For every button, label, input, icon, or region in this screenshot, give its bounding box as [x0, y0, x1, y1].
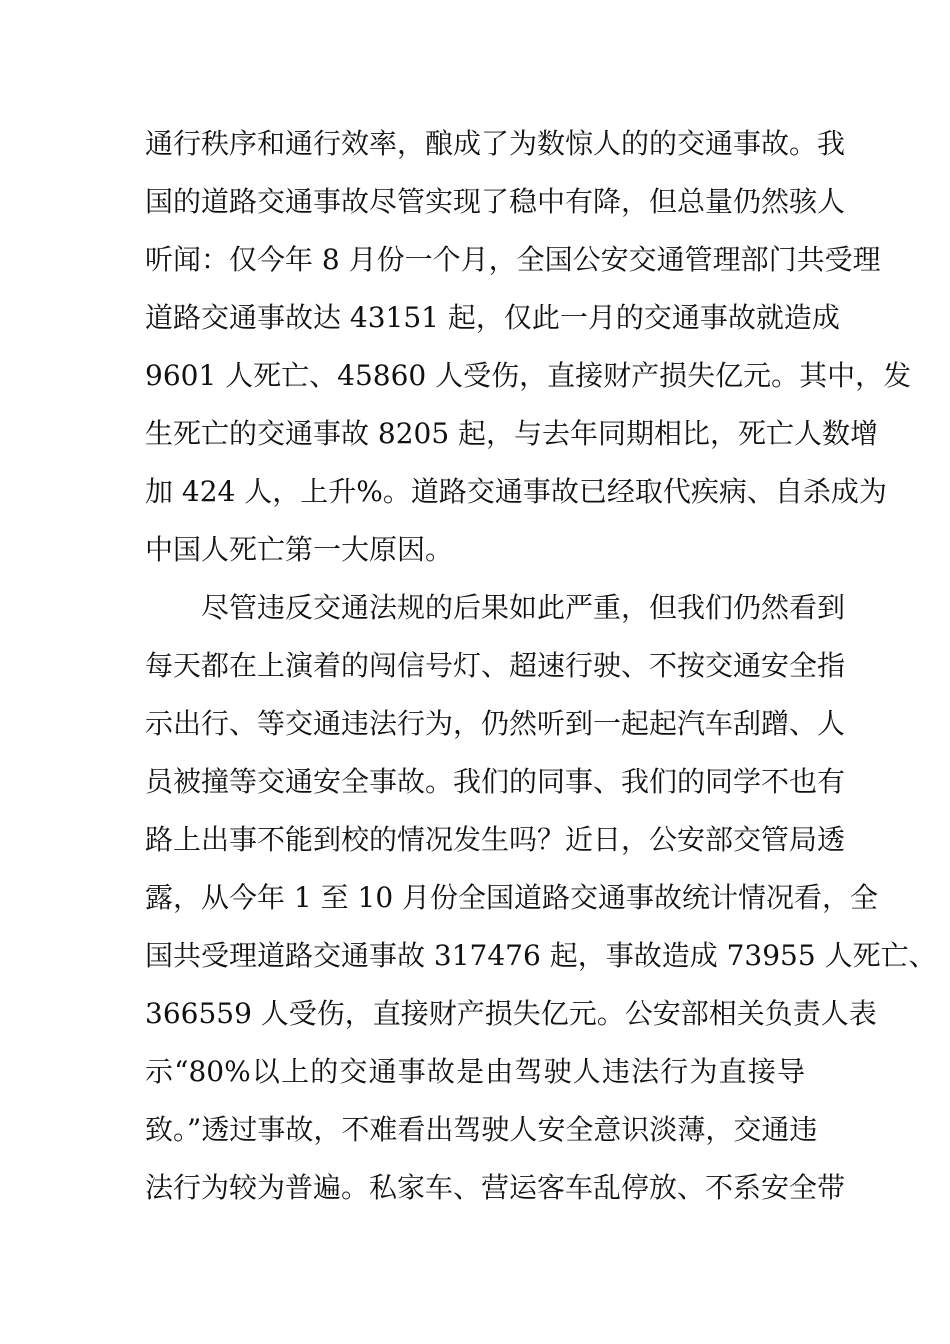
- text-line: 生死亡的交通事故 8205 起，与去年同期相比，死亡人数增: [145, 417, 879, 450]
- text-line: 加 424 人，上升%。道路交通事故已经取代疾病、自杀成为: [145, 475, 887, 508]
- text-line: 员被撞等交通安全事故。我们的同事、我们的同学不也有: [145, 765, 846, 798]
- text-line: 示出行、等交通违法行为，仍然听到一起起汽车刮蹭、人: [145, 707, 846, 740]
- text-line: 露，从今年 1 至 10 月份全国道路交通事故统计情况看，全: [145, 881, 879, 914]
- text-line: 通行秩序和通行效率，酿成了为数惊人的的交通事故。我: [145, 127, 846, 160]
- text-line: 国共受理道路交通事故 317476 起，事故造成 73955 人死亡、: [145, 939, 937, 972]
- text-line: 每天都在上演着的闯信号灯、超速行驶、不按交通安全指: [145, 649, 846, 682]
- text-line: 道路交通事故达 43151 起，仅此一月的交通事故就造成: [145, 301, 840, 334]
- text-line: 致。”透过事故，不难看出驾驶人安全意识淡薄，交通违: [145, 1113, 818, 1146]
- text-line: 国的道路交通事故尽管实现了稳中有降，但总量仍然骇人: [145, 185, 846, 218]
- text-line: 9601 人死亡、45860 人受伤，直接财产损失亿元。其中，发: [145, 359, 912, 392]
- text-line: 示“80%以上的交通事故是由驾驶人违法行为直接导: [145, 1055, 805, 1088]
- text-line: 路上出事不能到校的情况发生吗？近日，公安部交管局透: [145, 823, 846, 856]
- paragraph-first-line: 尽管违反交通法规的后果如此严重，但我们仍然看到: [201, 591, 846, 624]
- text-line: 听闻：仅今年 8 月份一个月，全国公安交通管理部门共受理: [145, 243, 881, 276]
- text-line: 中国人死亡第一大原因。: [145, 533, 454, 566]
- text-line: 366559 人受伤，直接财产损失亿元。公安部相关负责人表: [145, 997, 877, 1030]
- text-line: 法行为较为普遍。私家车、营运客车乱停放、不系安全带: [145, 1171, 846, 1204]
